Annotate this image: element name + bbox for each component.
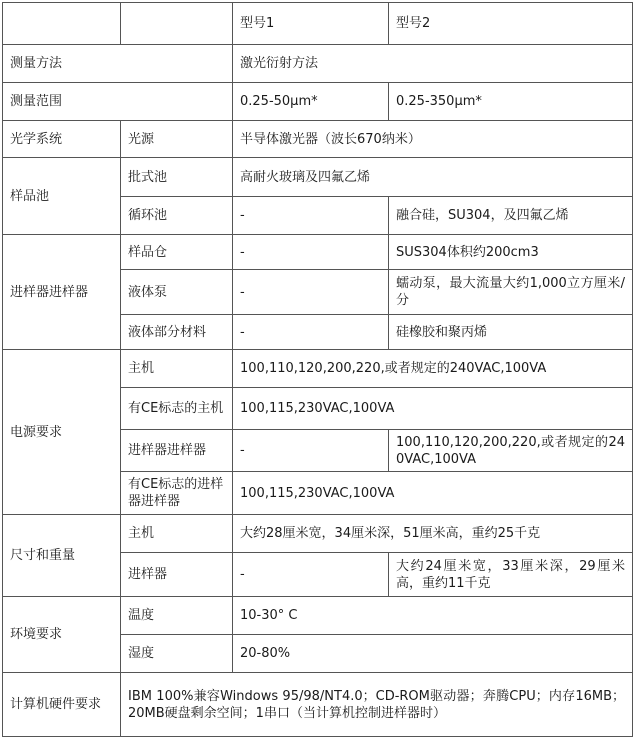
power-main-value: 100,110,120,200,220,或者规定的240VAC,100VA — [233, 350, 633, 388]
sample-cell-circulation-model-1: - — [233, 197, 389, 235]
sampler-pump-model-2: 蠕动泵，最大流量大约1,000立方厘米/分 — [389, 270, 633, 315]
power-main-ce-label: 有CE标志的主机 — [121, 388, 233, 430]
measure-method-value: 激光衍射方法 — [233, 45, 633, 83]
sample-cell-batch-label: 批式池 — [121, 158, 233, 197]
row-label-computer: 计算机硬件要求 — [3, 673, 121, 737]
dimensions-sampler-model-2: 大约24厘米宽，33厘米深，29厘米高，重约11千克 — [389, 553, 633, 597]
header-model-1: 型号1 — [233, 3, 389, 45]
row-label-optics: 光学系统 — [3, 121, 121, 158]
table-row — [3, 597, 633, 635]
dimensions-sampler-label: 进样器 — [121, 553, 233, 597]
spec-table — [2, 2, 633, 737]
power-sampler-label: 进样器进样器 — [121, 430, 233, 472]
header-model-2: 型号2 — [389, 3, 633, 45]
sample-cell-batch-value: 高耐火玻璃及四氟乙烯 — [233, 158, 633, 197]
table-row — [3, 235, 633, 270]
table-row — [3, 121, 633, 158]
row-label-environment: 环境要求 — [3, 597, 121, 673]
row-label-measure-method: 测量方法 — [3, 45, 233, 83]
power-sampler-ce-label: 有CE标志的进样器进样器 — [121, 472, 233, 515]
dimensions-sampler-model-1: - — [233, 553, 389, 597]
environment-temperature-label: 温度 — [121, 597, 233, 635]
environment-humidity-label: 湿度 — [121, 635, 233, 673]
dimensions-main-value: 大约28厘米宽，34厘米深，51厘米高，重约25千克 — [233, 515, 633, 553]
header-blank-1 — [3, 3, 121, 45]
table-row — [3, 45, 633, 83]
table-row — [3, 350, 633, 388]
environment-humidity-value: 20-80% — [233, 635, 633, 673]
dimensions-main-label: 主机 — [121, 515, 233, 553]
row-label-measure-range: 测量范围 — [3, 83, 233, 121]
sampler-chamber-model-1: - — [233, 235, 389, 270]
table-row — [3, 83, 633, 121]
sample-cell-circulation-model-2: 融合硅，SU304，及四氟乙烯 — [389, 197, 633, 235]
sampler-pump-label: 液体泵 — [121, 270, 233, 315]
row-label-dimensions: 尺寸和重量 — [3, 515, 121, 597]
table-row — [3, 158, 633, 197]
row-label-sample-cell: 样品池 — [3, 158, 121, 235]
sample-cell-circulation-label: 循环池 — [121, 197, 233, 235]
power-sampler-model-1: - — [233, 430, 389, 472]
power-sampler-ce-value: 100,115,230VAC,100VA — [233, 472, 633, 515]
table-header-row — [3, 3, 633, 45]
power-main-ce-value: 100,115,230VAC,100VA — [233, 388, 633, 430]
sampler-materials-model-1: - — [233, 315, 389, 350]
optics-value: 半导体激光器（波长670纳米） — [233, 121, 633, 158]
row-label-power: 电源要求 — [3, 350, 121, 515]
measure-range-model-1: 0.25-50μm* — [233, 83, 389, 121]
power-sampler-model-2: 100,110,120,200,220,或者规定的240VAC,100VA — [389, 430, 633, 472]
header-blank-2 — [121, 3, 233, 45]
sampler-materials-model-2: 硅橡胶和聚丙烯 — [389, 315, 633, 350]
row-label-sampler: 进样器进样器 — [3, 235, 121, 350]
sampler-materials-label: 液体部分材料 — [121, 315, 233, 350]
measure-range-model-2: 0.25-350μm* — [389, 83, 633, 121]
computer-requirements-value: IBM 100%兼容Windows 95/98/NT4.0；CD-ROM驱动器；奔腾CPU；内存16MB；20MB硬盘剩余空间；1串口（当计算机控制进样器时） — [121, 673, 633, 737]
table-row — [3, 515, 633, 553]
power-main-label: 主机 — [121, 350, 233, 388]
optics-sub-label: 光源 — [121, 121, 233, 158]
table-row — [3, 673, 633, 737]
sampler-chamber-model-2: SUS304体积约200cm3 — [389, 235, 633, 270]
sampler-pump-model-1: - — [233, 270, 389, 315]
environment-temperature-value: 10-30° C — [233, 597, 633, 635]
sampler-chamber-label: 样品仓 — [121, 235, 233, 270]
